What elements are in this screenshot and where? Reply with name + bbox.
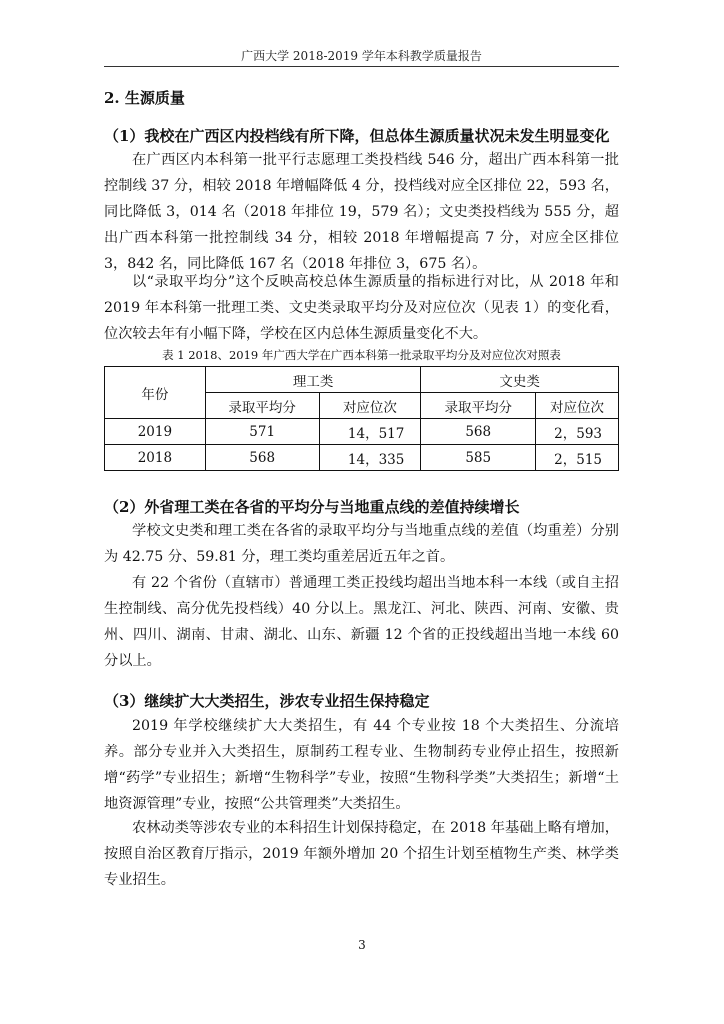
row-science-rank: 14，335 <box>319 445 421 471</box>
row-arts-avg: 568 <box>421 419 536 445</box>
arts-avg-header: 录取平均分 <box>421 393 536 419</box>
row-arts-avg: 585 <box>421 445 536 471</box>
row-arts-rank: 2，515 <box>536 445 619 471</box>
header-rule <box>104 66 619 67</box>
admission-table <box>104 366 619 471</box>
science-avg-header: 录取平均分 <box>205 393 319 419</box>
running-header: 广西大学 2018-2019 学年本科教学质量报告 <box>241 49 482 63</box>
sub1-paragraph-1: 在广西区内本科第一批平行志愿理工类投档线 546 分，超出广西本科第一批控制线 37 分，相较 2018 年增幅降低 4 分，投档线对应全区排位 22，593 名，同比降低 3，014 名（2018 年排位 19，579 名）；文史类投档线为 555 分，超出广西本科第一批控制线 34 分，相较 2018 年增幅提高 7 分，对应全区排位 3，842 名，同比降低 167 名（2018 年排位 3，675 名）。 <box>104 152 619 272</box>
arts-rank-header: 对应位次 <box>536 393 619 419</box>
sub1-paragraph-2: 以“录取平均分”这个反映高校总体生源质量的指标进行对比，从 2018 年和 2019 年本科第一批理工类、文史类录取平均分及对应位次（见表 1）的变化看，位次较去年有小幅下降，学校在区内总体生源质量变化不大。 <box>104 274 619 342</box>
table-row <box>105 445 619 471</box>
table-row <box>105 419 619 445</box>
sub2-paragraph-1: 学校文史类和理工类在各省的录取平均分与当地重点线的差值（均重差）分别为 42.75 分、59.81 分，理工类均重差居近五年之首。 <box>104 523 619 565</box>
sub3-heading: （3）继续扩大大类招生，涉农专业招生保持稳定 <box>104 692 430 710</box>
table-header-row <box>105 367 619 393</box>
sub2-heading: （2）外省理工类在各省的平均分与当地重点线的差值持续增长 <box>104 498 520 516</box>
row-year: 2019 <box>105 419 206 445</box>
sub3-paragraph-2: 农林动类等涉农专业的本科招生计划保持稳定，在 2018 年基础上略有增加，按照自治区教育厅指示，2019 年额外增加 20 个招生计划至植物生产类、林学类专业招生。 <box>104 820 619 888</box>
row-science-rank: 14，517 <box>319 419 421 445</box>
row-arts-rank: 2，593 <box>536 419 619 445</box>
sub1-heading: （1）我校在广西区内投档线有所下降，但总体生源质量状况未发生明显变化 <box>104 127 610 145</box>
sub3-paragraph-1: 2019 年学校继续扩大大类招生，有 44 个专业按 18 个大类招生、分流培养。部分专业并入大类招生，原制药工程专业、生物制药专业停止招生，按照新增“药学”专业招生；新增“生物科学”专业，按照“生物科学类”大类招生；新增“土地资源管理”专业，按照“公共管理类”大类招生。 <box>104 718 619 812</box>
science-group-header: 理工类 <box>205 367 421 393</box>
science-rank-header: 对应位次 <box>319 393 421 419</box>
row-science-avg: 568 <box>205 445 319 471</box>
section-title: 2. 生源质量 <box>104 89 185 107</box>
year-header: 年份 <box>105 367 206 419</box>
arts-group-header: 文史类 <box>421 367 619 393</box>
sub2-paragraph-2: 有 22 个省份（直辖市）普通理工类正投线均超出当地本科一本线（或自主招生控制线、高分优先投档线）40 分以上。黑龙江、河北、陕西、河南、安徽、贵州、四川、湖南、甘肃、湖北、山东、新疆 12 个省的正投线超出当地一本线 60 分以上。 <box>104 575 619 669</box>
page-number: 3 <box>358 938 366 952</box>
row-year: 2018 <box>105 445 206 471</box>
table-caption: 表 1 2018、2019 年广西大学在广西本科第一批录取平均分及对应位次对照表 <box>162 348 561 362</box>
row-science-avg: 571 <box>205 419 319 445</box>
